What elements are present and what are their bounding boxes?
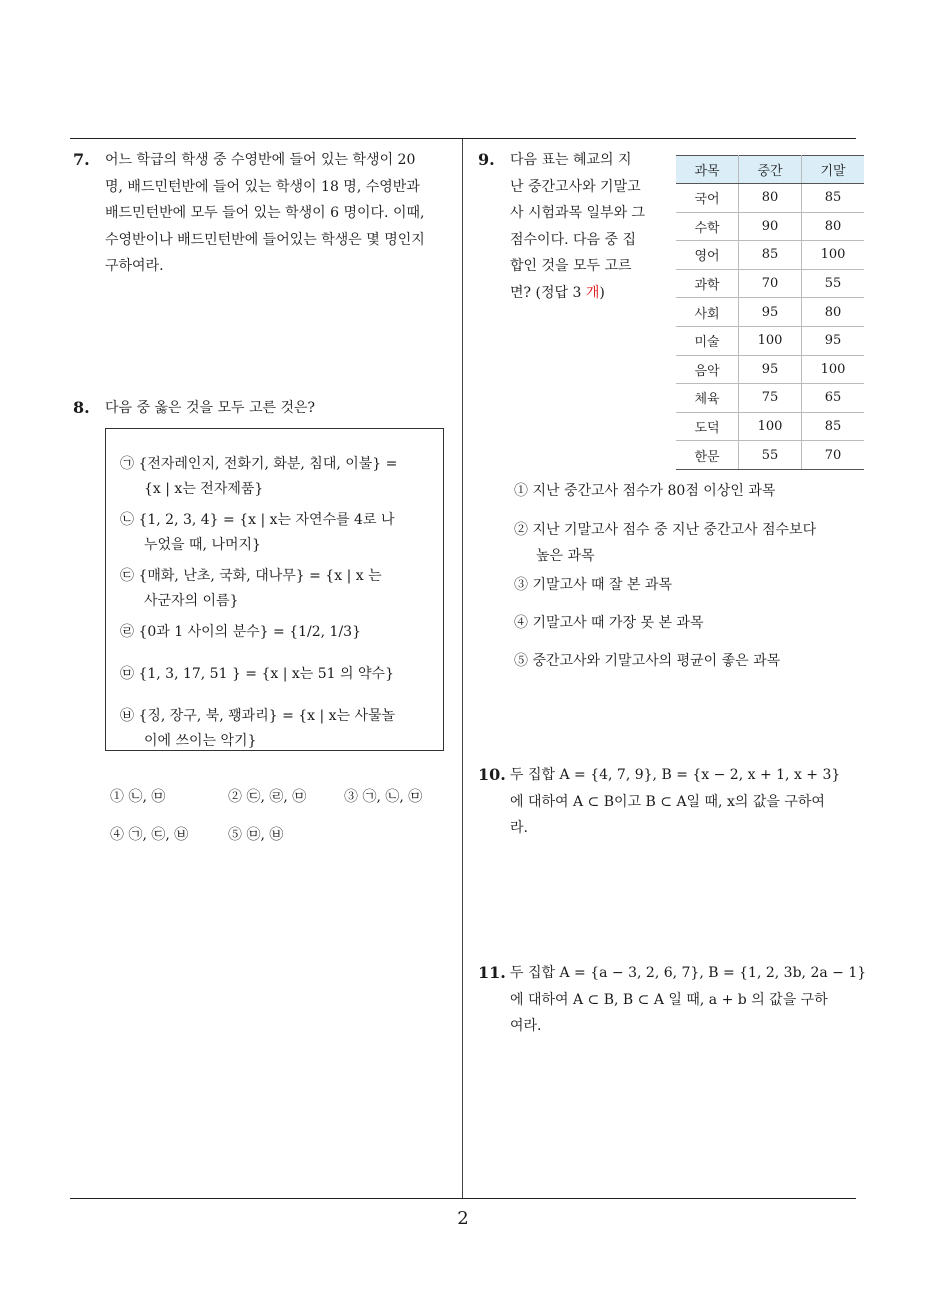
- q9-line: 합인 것을 모두 고르: [510, 258, 632, 274]
- page-number: 2: [457, 1208, 469, 1229]
- q11-number: 11.: [478, 963, 506, 982]
- q9-option-2[interactable]: [514, 517, 816, 569]
- table-cell: 도덕: [676, 412, 739, 441]
- q8-statement-5: [120, 662, 394, 687]
- q10-line: 에 대하여 A ⊂ B이고 B ⊂ A일 때, x의 값을 구하여: [510, 793, 825, 810]
- table-cell: 70: [802, 441, 865, 470]
- q7-line: 배드민턴반에 모두 들어 있는 학생이 6 명이다. 이때,: [105, 205, 425, 221]
- table-cell: 75: [739, 384, 802, 413]
- q9-line: 난 중간고사와 기말고: [510, 178, 641, 195]
- top-rule: [70, 138, 856, 139]
- table-cell: 100: [802, 241, 865, 270]
- q9-line: 사 시험과목 일부와 그: [510, 205, 646, 221]
- table-cell: 한문: [676, 441, 739, 470]
- statement-line: 사군자의 이름}: [144, 593, 239, 609]
- table-cell: 미술: [676, 326, 739, 355]
- table-cell: 90: [739, 212, 802, 241]
- q9-option-5[interactable]: ⑤ 중간고사와 기말고사의 평균이 좋은 과목: [514, 653, 781, 669]
- score-table: [676, 155, 864, 470]
- table-header-final: 기말: [802, 156, 865, 184]
- q9-line-suffix: ): [599, 284, 605, 301]
- table-cell: 과학: [676, 269, 739, 298]
- table-cell: 95: [802, 326, 865, 355]
- q10-line: 라.: [510, 820, 528, 836]
- q10-text: [510, 762, 855, 842]
- table-cell: 100: [739, 326, 802, 355]
- q9-line: 점수이다. 다음 중 집: [510, 231, 636, 248]
- q7-line: 수영반이나 배드민턴반에 들어있는 학생은 몇 명인지: [105, 231, 425, 248]
- column-divider: [462, 139, 463, 1198]
- q9-option-1[interactable]: ① 지난 중간고사 점수가 80점 이상인 과목: [514, 483, 776, 499]
- statement-line: ㉡ {1, 2, 3, 4} = {x | x는 자연수를 4로 나: [120, 512, 395, 528]
- table-cell: 55: [739, 441, 802, 470]
- table-cell: 영어: [676, 241, 739, 270]
- table-cell: 80: [739, 184, 802, 213]
- q7-number: 7.: [73, 150, 90, 169]
- statement-line: 누었을 때, 나머지}: [144, 537, 261, 553]
- q9-line: 다음 표는 혜교의 지: [510, 152, 632, 168]
- q11-line: 두 집합 A = {a − 3, 2, 6, 7}, B = {1, 2, 3b, 2a − 1}: [510, 965, 867, 981]
- table-cell: 85: [739, 241, 802, 270]
- q9-number: 9.: [478, 150, 495, 169]
- q8-choice-2[interactable]: ② ㉢, ㉣, ㉤: [228, 789, 307, 805]
- statement-line: {x | x는 전자제품}: [144, 481, 264, 497]
- q8-choice-1[interactable]: ① ㉡, ㉤: [110, 789, 166, 805]
- q8-prompt-text: 다음 중 옳은 것을 모두 고른 것은?: [105, 400, 316, 416]
- q11-line: 여라.: [510, 1018, 542, 1034]
- q9-option-3[interactable]: ③ 기말고사 때 잘 본 과목: [514, 577, 672, 593]
- q7-line: 명, 배드민턴반에 들어 있는 학생이 18 명, 수영반과: [105, 178, 420, 195]
- q8-choice-3[interactable]: ③ ㉠, ㉡, ㉤: [344, 789, 423, 805]
- table-cell: 국어: [676, 184, 739, 213]
- q11-line: 에 대하여 A ⊂ B, B ⊂ A 일 때, a + b 의 값을 구하: [510, 991, 828, 1008]
- q8-statement-6: [120, 704, 395, 754]
- table-header-midterm: 중간: [739, 156, 802, 184]
- table-cell: 80: [802, 212, 865, 241]
- table-cell: 95: [739, 355, 802, 384]
- statement-line: 이에 쓰이는 악기}: [144, 733, 257, 749]
- table-row: [676, 384, 864, 413]
- table-row: [676, 298, 864, 327]
- statement-line: ㉣ {0과 1 사이의 분수} = {1/2, 1/3}: [120, 624, 361, 640]
- table-cell: 70: [739, 269, 802, 298]
- table-cell: 80: [802, 298, 865, 327]
- q8-statement-1: [120, 452, 397, 502]
- table-row: [676, 412, 864, 441]
- statement-line: ㉤ {1, 3, 17, 51 } = {x | x는 51 의 약수}: [120, 666, 394, 682]
- table-row: [676, 184, 864, 213]
- table-cell: 수학: [676, 212, 739, 241]
- table-row: [676, 212, 864, 241]
- table-cell: 사회: [676, 298, 739, 327]
- table-row: [676, 355, 864, 384]
- table-cell: 100: [739, 412, 802, 441]
- q9-option-2-line: ② 지난 기말고사 점수 중 지난 중간고사 점수보다: [514, 522, 817, 538]
- table-cell: 85: [802, 184, 865, 213]
- statement-line: ㉠ {전자레인지, 전화기, 화분, 침대, 이불} =: [120, 456, 398, 472]
- q8-number: 8.: [73, 398, 90, 417]
- table-cell: 55: [802, 269, 865, 298]
- q9-line: [510, 280, 655, 307]
- bottom-rule: [70, 1198, 856, 1199]
- q11-text: [510, 960, 867, 1040]
- table-cell: 95: [739, 298, 802, 327]
- table-cell: 100: [802, 355, 865, 384]
- table-row: [676, 269, 864, 298]
- q8-statement-2: [120, 508, 394, 558]
- q9-answer-count-unit: 개: [585, 284, 600, 301]
- table-row: [676, 326, 864, 355]
- q9-option-4[interactable]: ④ 기말고사 때 가장 못 본 과목: [514, 615, 704, 631]
- q8-statement-3: [120, 564, 382, 614]
- q7-line: 구하여라.: [105, 258, 164, 274]
- q10-line: 두 집합 A = {4, 7, 9}, B = {x − 2, x + 1, x + 3}: [510, 767, 841, 783]
- q9-option-2-line: 높은 과목: [536, 548, 595, 564]
- table-cell: 체육: [676, 384, 739, 413]
- table-cell: 65: [802, 384, 865, 413]
- q7-line: 어느 학급의 학생 중 수영반에 들어 있는 학생이 20: [105, 152, 416, 168]
- q8-choice-4[interactable]: ④ ㉠, ㉢, ㉥: [110, 827, 189, 843]
- table-cell: 85: [802, 412, 865, 441]
- q9-text: [510, 147, 655, 306]
- q7-text: [105, 147, 455, 280]
- table-header-subject: 과목: [676, 156, 739, 184]
- q8-prompt: [105, 395, 315, 422]
- statement-line: ㉢ {매화, 난초, 국화, 대나무} = {x | x 는: [120, 568, 382, 584]
- q10-number: 10.: [478, 765, 506, 784]
- table-row: [676, 441, 864, 470]
- table-cell: 음악: [676, 355, 739, 384]
- q8-choice-5[interactable]: ⑤ ㉤, ㉥: [228, 827, 284, 843]
- table-row: [676, 241, 864, 270]
- q9-line-prefix: 면? (정답 3: [510, 284, 586, 301]
- table-header-row: [676, 156, 864, 184]
- q8-statement-4: [120, 620, 361, 645]
- statement-line: ㉥ {징, 장구, 북, 꽹과리} = {x | x는 사물놀: [120, 708, 396, 724]
